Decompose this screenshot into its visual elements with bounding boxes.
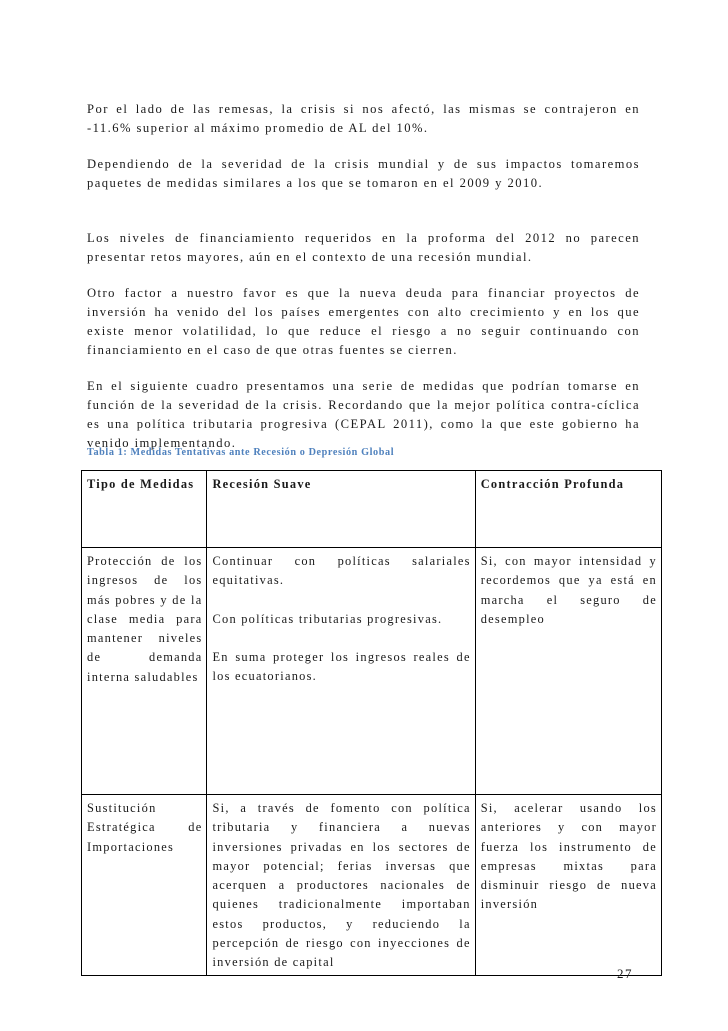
cell-line: En suma proteger los ingresos reales de los ecuatorianos.	[212, 649, 471, 684]
cell-line: Continuar con políticas salariales equitativas.	[212, 554, 471, 588]
cell-line: Si, a través de fomento con política tributaria y financiera a nuevas inversiones privadas en los sectores de mayor potencial; ferias inversas que acerquen a productores nacionales de quienes tradicionalmente importaban estos productos, y reduciendo la percepción de riesgo con inyecciones de inversión de capital	[212, 801, 471, 970]
cell-line: Con políticas tributarias progresivas.	[212, 611, 443, 626]
cell-tipo: Protección de los ingresos de los más pobres y de la clase media para mantener niveles de demanda interna saludables	[82, 548, 207, 795]
header-tipo: Tipo de Medidas	[82, 471, 207, 548]
cell-recesion-suave	[207, 548, 475, 795]
paragraph-cuadro: En el siguiente cuadro presentamos una serie de medidas que podrían tomarse en función de la severidad de la crisis. Recordando que la mejor política contra-cíclica es una política tributaria progresiva (CEPAL 2011), como la que este gobierno ha venido implementando.	[87, 379, 640, 450]
header-recesion-suave: Recesión Suave	[207, 471, 475, 548]
paragraph-deuda: Otro factor a nuestro favor es que la nueva deuda para financiar proyectos de inversión ha venido del los países emergentes con alto crecimiento y en los que existe menor volatilidad, lo que reduce el riesgo a no seguir continuando con financiamiento en el caso de que otras fuentes se cierren.	[87, 286, 640, 357]
table-row	[82, 795, 662, 976]
cell-recesion-suave	[207, 795, 475, 976]
paragraph-remesas: Por el lado de las remesas, la crisis si nos afectó, las mismas se contrajeron en -11.6% superior al máximo promedio de AL del 10%.	[87, 102, 640, 135]
cell-tipo: Sustitución Estratégica de Importaciones	[82, 795, 207, 976]
cell-contraccion-profunda: Si, acelerar usando los anteriores y con mayor fuerza los instrumento de empresas mixtas para disminuir riesgo de nueva inversión	[475, 795, 661, 976]
table-row	[82, 548, 662, 795]
cell-contraccion-profunda: Si, con mayor intensidad y recordemos que ya está en marcha el seguro de desempleo	[475, 548, 661, 795]
paragraph-severidad: Dependiendo de la severidad de la crisis mundial y de sus impactos tomaremos paquetes de medidas similares a los que se tomaron en el 2009 y 2010.	[87, 157, 640, 190]
header-contraccion-profunda: Contracción Profunda	[475, 471, 661, 548]
paragraph-financiamiento: Los niveles de financiamiento requeridos en la proforma del 2012 no parecen presentar retos mayores, aún en el contexto de una recesión mundial.	[87, 231, 640, 264]
measures-table	[81, 470, 662, 976]
table-caption: Tabla 1: Medidas Tentativas ante Recesión o Depresión Global	[87, 447, 395, 458]
table-header-row	[82, 471, 662, 548]
page-number: 27	[617, 966, 633, 981]
